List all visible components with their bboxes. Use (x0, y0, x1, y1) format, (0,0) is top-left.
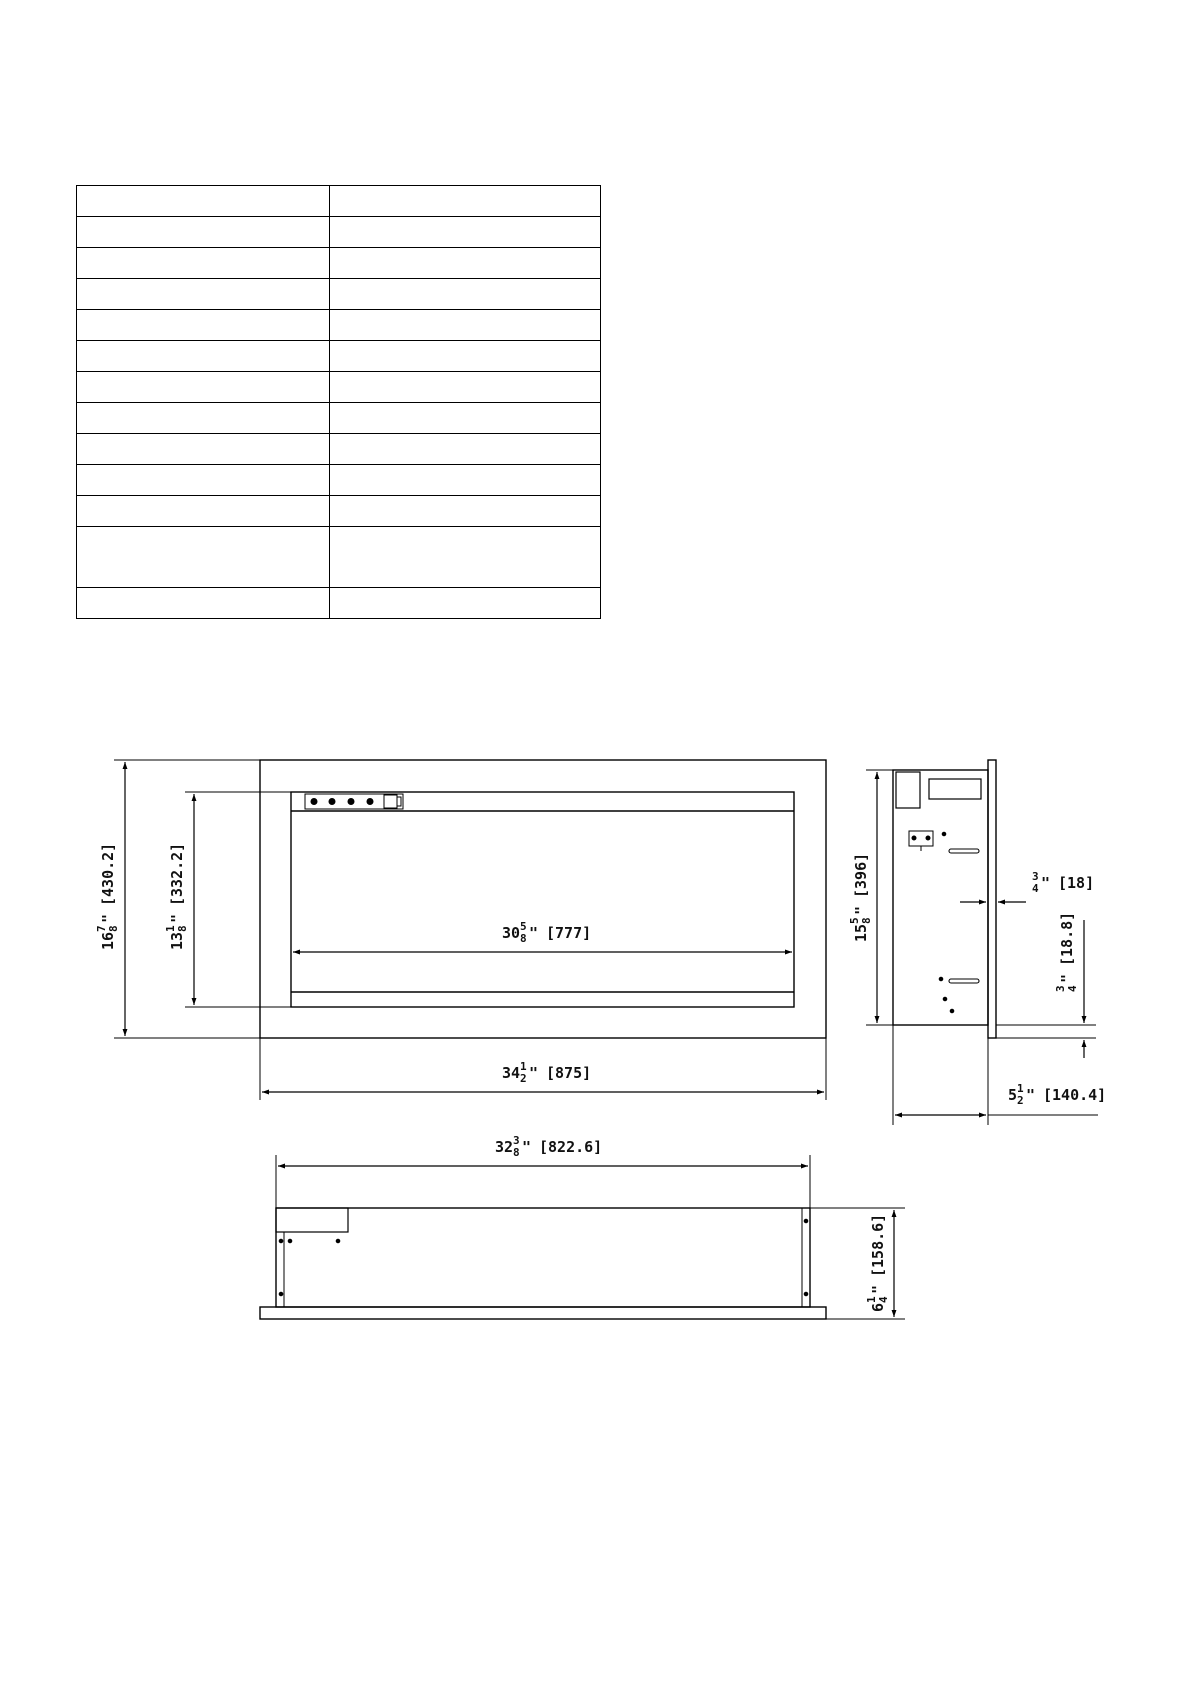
svg-text:2: 2 (520, 1072, 527, 1085)
front-outer-frame (260, 760, 826, 1038)
top-front-flange (260, 1307, 826, 1319)
control-knob-icon (348, 799, 354, 805)
svg-text:8: 8 (513, 1146, 520, 1159)
svg-text:": " (529, 924, 539, 942)
side-depth-label (1008, 1082, 1106, 1107)
inner-height-label (164, 843, 189, 950)
svg-text:8: 8 (520, 932, 527, 945)
control-knob-icon (329, 799, 335, 805)
svg-text:[18.8]: [18.8] (1058, 911, 1076, 966)
svg-text:[18]: [18] (1058, 874, 1095, 892)
svg-text:[140.4]: [140.4] (1043, 1086, 1107, 1104)
switch-tab-icon (397, 797, 401, 806)
svg-text:": " (522, 1138, 532, 1156)
svg-text:[158.6]: [158.6] (869, 1213, 887, 1277)
svg-text:": " (1041, 874, 1051, 892)
svg-text:4: 4 (1032, 882, 1039, 895)
svg-text:8: 8 (107, 925, 120, 932)
svg-text:": " (1058, 973, 1076, 983)
svg-text:1: 1 (520, 1060, 527, 1073)
svg-text:": " (852, 905, 870, 915)
top-control-box (276, 1208, 348, 1232)
svg-text:15: 15 (852, 923, 870, 942)
top-view (260, 1155, 905, 1319)
overall-height-label (95, 843, 120, 950)
svg-text:[396]: [396] (852, 852, 870, 898)
bottom-offset-label (1054, 912, 1079, 992)
side-slot (949, 979, 979, 983)
svg-text:4: 4 (877, 1296, 890, 1303)
side-slot (949, 849, 979, 853)
svg-text:6: 6 (869, 1302, 887, 1312)
power-switch-icon (384, 795, 397, 808)
front-inner-opening (291, 792, 794, 1007)
svg-text:1: 1 (1017, 1082, 1024, 1095)
control-knob-icon (311, 799, 317, 805)
svg-text:1: 1 (164, 925, 177, 932)
top-depth-label (865, 1214, 890, 1312)
flange-label (1032, 870, 1094, 895)
side-height-label (848, 853, 873, 942)
svg-text:5: 5 (848, 917, 861, 924)
svg-text:5: 5 (1008, 1086, 1018, 1104)
svg-text:34: 34 (502, 1064, 521, 1082)
svg-text:[875]: [875] (546, 1064, 592, 1082)
side-front-flange (988, 760, 996, 1038)
svg-text:": " (529, 1064, 539, 1082)
svg-text:7: 7 (95, 925, 108, 932)
svg-text:3: 3 (513, 1134, 520, 1147)
side-label-plate (929, 779, 981, 799)
inner-width-label (502, 920, 591, 945)
front-view (114, 760, 826, 1100)
svg-text:3: 3 (1032, 870, 1039, 883)
svg-text:[777]: [777] (546, 924, 592, 942)
svg-text:8: 8 (176, 925, 189, 932)
svg-text:[822.6]: [822.6] (539, 1138, 603, 1156)
svg-text:2: 2 (1017, 1094, 1024, 1107)
svg-text:30: 30 (502, 924, 521, 942)
top-width-label (495, 1134, 602, 1159)
svg-text:1: 1 (865, 1296, 878, 1303)
svg-text:16: 16 (99, 931, 117, 950)
svg-text:3: 3 (1054, 985, 1067, 992)
side-bracket (896, 772, 920, 808)
svg-text:[430.2]: [430.2] (99, 842, 117, 906)
svg-text:5: 5 (520, 920, 527, 933)
control-knob-icon (367, 799, 373, 805)
svg-text:": " (99, 913, 117, 923)
overall-width-label (502, 1060, 591, 1085)
svg-text:[332.2]: [332.2] (168, 842, 186, 906)
svg-text:8: 8 (860, 917, 873, 924)
svg-text:": " (1026, 1086, 1036, 1104)
svg-text:": " (869, 1284, 887, 1294)
svg-text:13: 13 (168, 931, 186, 950)
svg-text:4: 4 (1066, 985, 1079, 992)
top-body (276, 1208, 810, 1307)
svg-text:32: 32 (495, 1138, 514, 1156)
svg-text:": " (168, 913, 186, 923)
